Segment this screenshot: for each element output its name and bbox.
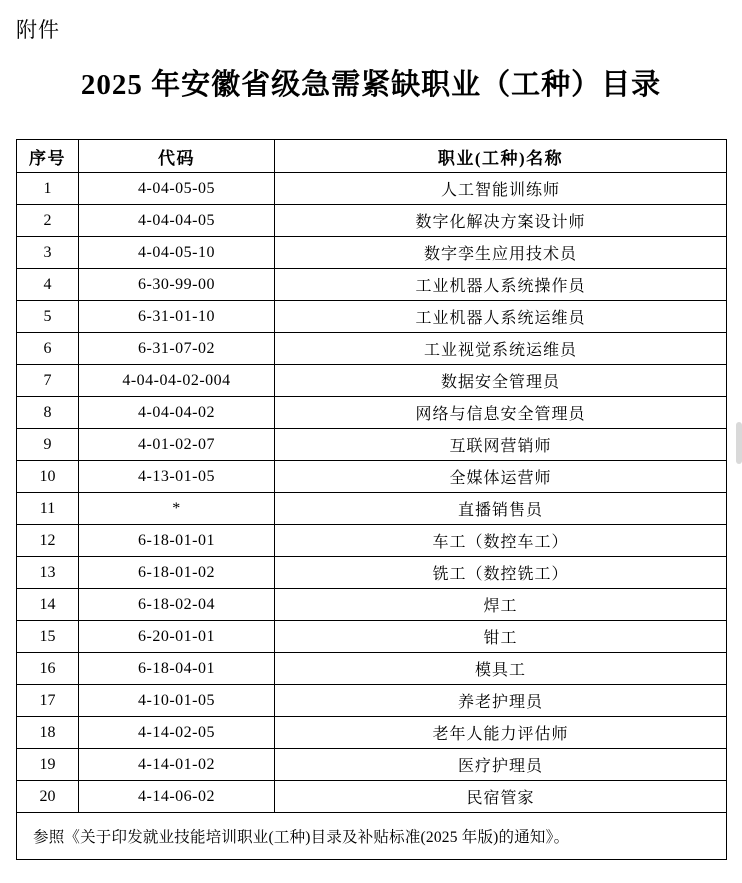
table-row (17, 621, 727, 653)
cell-index: 9 (17, 429, 79, 461)
table-row (17, 781, 727, 813)
cell-name: 互联网营销师 (275, 429, 727, 461)
cell-name: 全媒体运营师 (275, 461, 727, 493)
cell-code: 6-31-01-10 (79, 301, 275, 333)
table-row (17, 173, 727, 205)
cell-index: 10 (17, 461, 79, 493)
table-row (17, 717, 727, 749)
cell-name: 钳工 (275, 621, 727, 653)
cell-name: 老年人能力评估师 (275, 717, 727, 749)
cell-code: 6-18-02-04 (79, 589, 275, 621)
cell-code: 4-04-04-02 (79, 397, 275, 429)
cell-code: 4-14-02-05 (79, 717, 275, 749)
cell-index: 7 (17, 365, 79, 397)
table-row (17, 429, 727, 461)
table-header (17, 140, 727, 173)
cell-code: 4-14-06-02 (79, 781, 275, 813)
table-row (17, 269, 727, 301)
table-row (17, 557, 727, 589)
cell-index: 4 (17, 269, 79, 301)
cell-code: 4-04-05-10 (79, 237, 275, 269)
cell-index: 12 (17, 525, 79, 557)
cell-code: 4-04-04-05 (79, 205, 275, 237)
table-row (17, 301, 727, 333)
cell-name: 养老护理员 (275, 685, 727, 717)
table-row (17, 525, 727, 557)
cell-index: 16 (17, 653, 79, 685)
cell-index: 8 (17, 397, 79, 429)
column-header-name: 职业(工种)名称 (275, 140, 727, 173)
cell-code: 4-13-01-05 (79, 461, 275, 493)
document-page (0, 14, 742, 883)
page-title: 2025 年安徽省级急需紧缺职业（工种）目录 (80, 69, 662, 101)
table-row (17, 333, 727, 365)
attachment-label: 附件 (16, 18, 60, 42)
table-header-row (17, 140, 727, 173)
cell-code: 6-18-04-01 (79, 653, 275, 685)
cell-name: 数字化解决方案设计师 (275, 205, 727, 237)
cell-index: 18 (17, 717, 79, 749)
cell-name: 模具工 (275, 653, 727, 685)
cell-name: 人工智能训练师 (275, 173, 727, 205)
column-header-code: 代码 (79, 140, 275, 173)
cell-name: 网络与信息安全管理员 (275, 397, 727, 429)
table-row (17, 685, 727, 717)
cell-name: 工业机器人系统操作员 (275, 269, 727, 301)
cell-index: 3 (17, 237, 79, 269)
scrollbar-thumb[interactable] (736, 422, 742, 464)
cell-name: 民宿管家 (275, 781, 727, 813)
table-body (17, 173, 727, 860)
cell-index: 19 (17, 749, 79, 781)
cell-code: 6-31-07-02 (79, 333, 275, 365)
cell-name: 车工（数控车工） (275, 525, 727, 557)
cell-name: 焊工 (275, 589, 727, 621)
cell-index: 13 (17, 557, 79, 589)
table-note: 参照《关于印发就业技能培训职业(工种)目录及补贴标准(2025 年版)的通知》。 (17, 813, 727, 860)
table-row (17, 749, 727, 781)
table-row (17, 493, 727, 525)
cell-index: 11 (17, 493, 79, 525)
table-row (17, 653, 727, 685)
cell-code: 4-04-04-02-004 (79, 365, 275, 397)
table-row (17, 237, 727, 269)
cell-code: 6-30-99-00 (79, 269, 275, 301)
cell-name: 工业机器人系统运维员 (275, 301, 727, 333)
cell-index: 20 (17, 781, 79, 813)
cell-code: 4-10-01-05 (79, 685, 275, 717)
cell-index: 17 (17, 685, 79, 717)
cell-name: 铣工（数控铣工） (275, 557, 727, 589)
cell-code: 6-18-01-01 (79, 525, 275, 557)
cell-index: 6 (17, 333, 79, 365)
cell-name: 数据安全管理员 (275, 365, 727, 397)
cell-code: 4-14-01-02 (79, 749, 275, 781)
cell-index: 1 (17, 173, 79, 205)
cell-index: 15 (17, 621, 79, 653)
cell-code: 6-18-01-02 (79, 557, 275, 589)
cell-index: 14 (17, 589, 79, 621)
table-row (17, 205, 727, 237)
cell-code: * (79, 493, 275, 525)
cell-index: 2 (17, 205, 79, 237)
cell-name: 工业视觉系统运维员 (275, 333, 727, 365)
cell-name: 直播销售员 (275, 493, 727, 525)
occupation-catalog-table (16, 139, 727, 860)
catalog-table-container (14, 139, 728, 860)
cell-code: 4-04-05-05 (79, 173, 275, 205)
cell-name: 医疗护理员 (275, 749, 727, 781)
cell-name: 数字孪生应用技术员 (275, 237, 727, 269)
table-note-row (17, 813, 727, 860)
table-row (17, 589, 727, 621)
table-row (17, 365, 727, 397)
table-row (17, 397, 727, 429)
cell-code: 4-01-02-07 (79, 429, 275, 461)
table-row (17, 461, 727, 493)
cell-code: 6-20-01-01 (79, 621, 275, 653)
column-header-index: 序号 (17, 140, 79, 173)
cell-index: 5 (17, 301, 79, 333)
